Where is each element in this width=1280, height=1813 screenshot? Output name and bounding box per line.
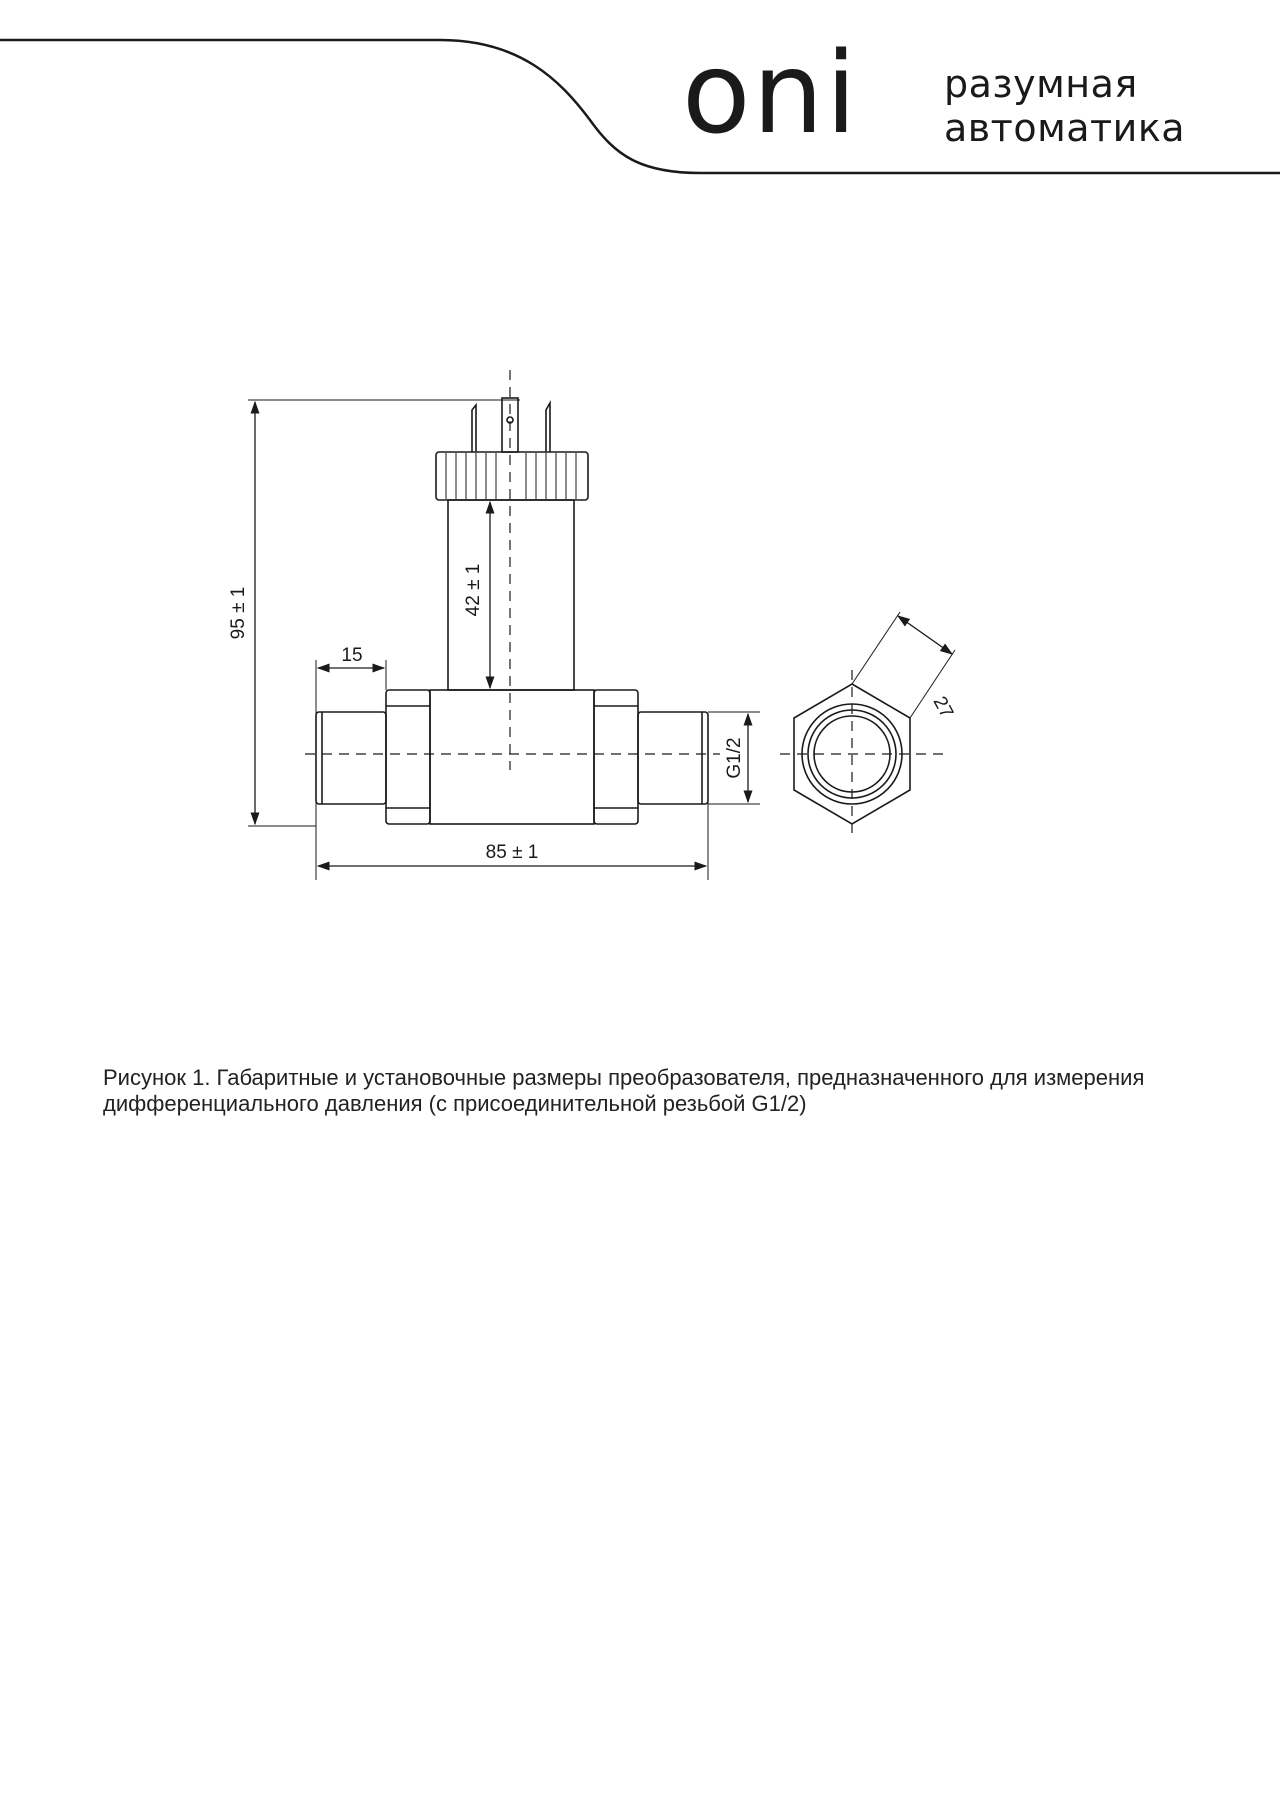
dim-height-body: 42 ± 1 [463,563,484,617]
dim-fitting-length: 15 [341,645,363,666]
figure-caption [103,1065,1203,1117]
caption-line-2: дифференциального давления (с присоединительной резьбой G1/2) [103,1091,807,1116]
dim-thread: G1/2 [724,737,745,779]
brand-logo: oni [682,29,859,159]
caption-line-1: Рисунок 1. Габаритные и установочные размеры преобразователя, предназначенного для измерения [103,1065,1145,1090]
dim-height-total: 95 ± 1 [228,586,249,640]
dim-hex-size: 27 [928,693,958,722]
tagline-line-1: разумная [944,62,1138,106]
dim-length-total: 85 ± 1 [485,842,539,863]
tagline-line-2: автоматика [944,106,1186,150]
